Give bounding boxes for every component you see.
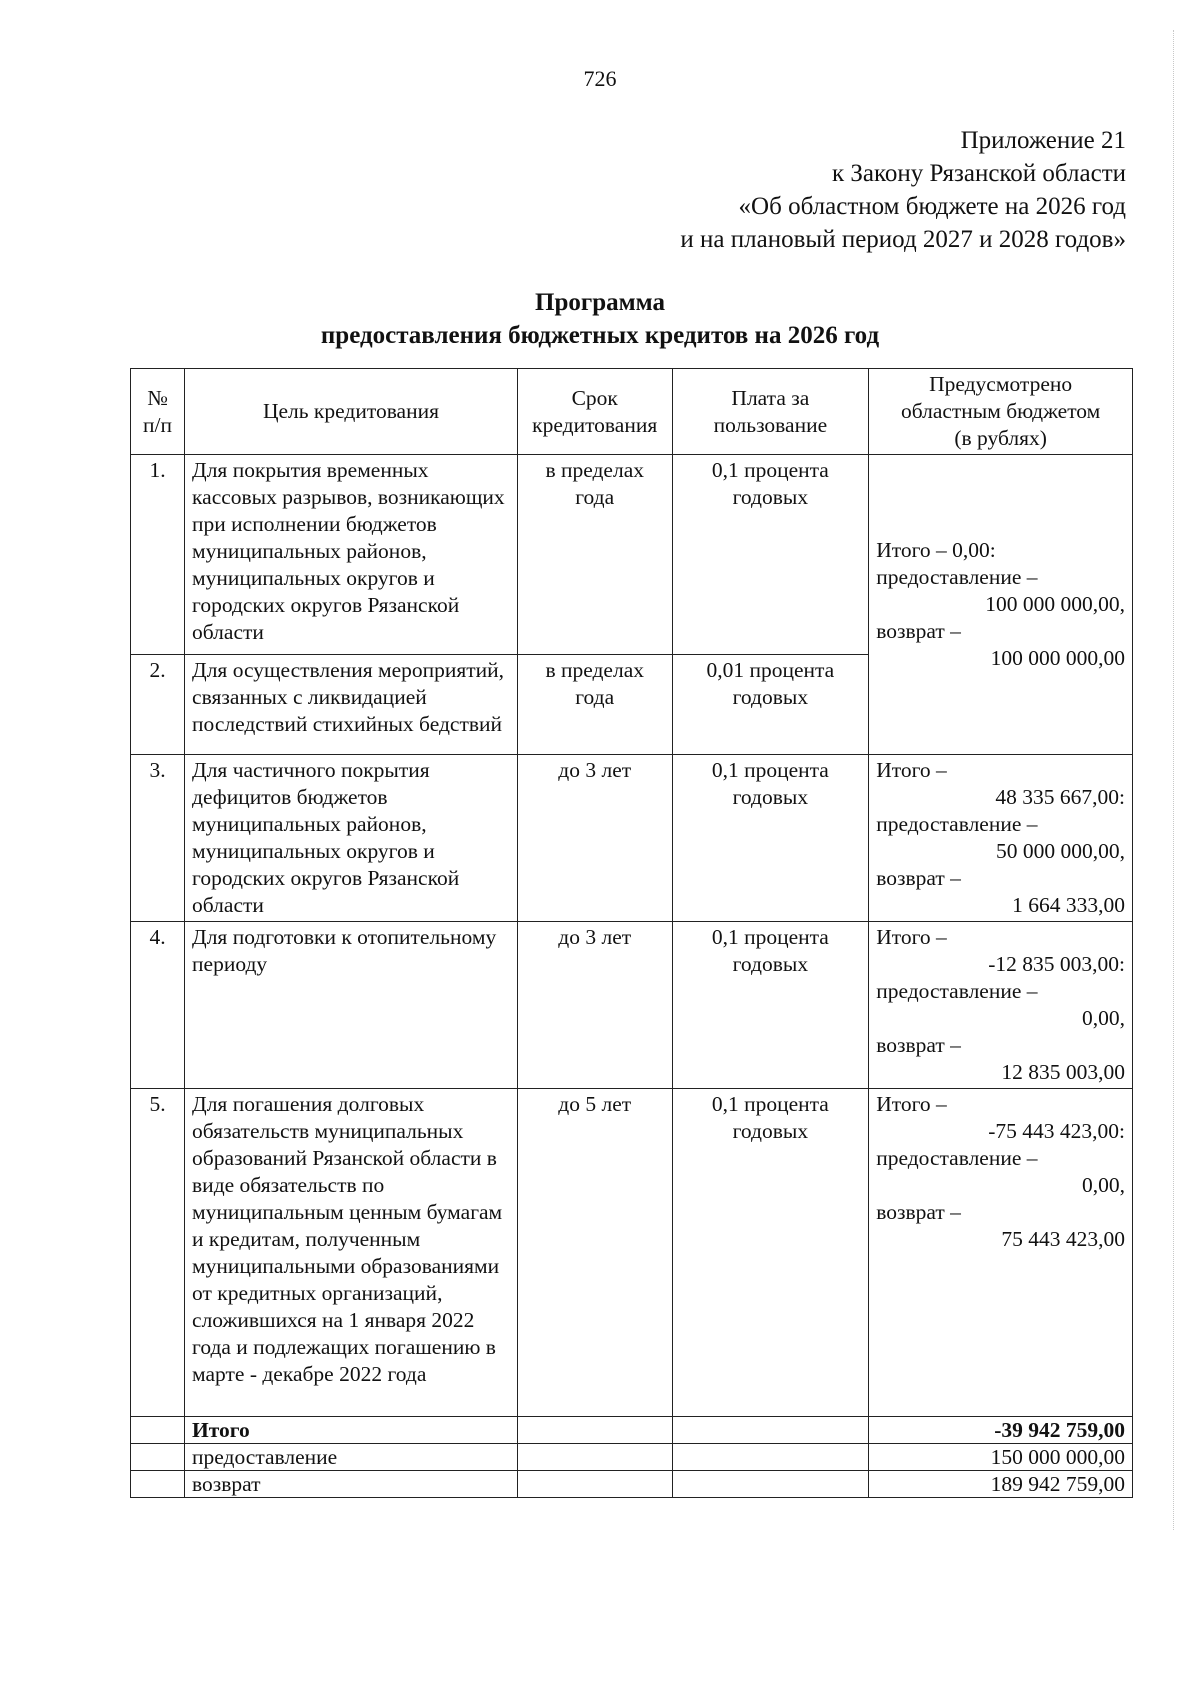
row-4-itogo-label: Итого – bbox=[876, 925, 947, 949]
row-1-num: 1. bbox=[131, 455, 185, 655]
rows-1-2-provision-value: 100 000 000,00, bbox=[985, 592, 1125, 616]
row-1-fee: 0,1 процента годовых bbox=[672, 455, 869, 655]
table-row bbox=[131, 922, 1133, 1089]
document-title bbox=[0, 286, 1200, 352]
appendix-line-3: «Об областном бюджете на 2026 год bbox=[738, 193, 1126, 220]
total-value: -39 942 759,00 bbox=[869, 1417, 1133, 1444]
header-term: Срок кредитования bbox=[517, 369, 672, 455]
total-provision-label: предоставление bbox=[185, 1444, 518, 1471]
row-4-provision-label: предоставление – bbox=[876, 979, 1038, 1003]
row-5-provision-value: 0,00, bbox=[1082, 1173, 1125, 1197]
row-4-itogo-value: -12 835 003,00: bbox=[988, 952, 1125, 976]
row-3-return-value: 1 664 333,00 bbox=[1012, 893, 1125, 917]
title-line-2: предоставления бюджетных кредитов на 2026 год bbox=[320, 322, 880, 349]
appendix-line-4: и на плановый период 2027 и 2028 годов» bbox=[680, 226, 1126, 253]
row-3-budget bbox=[869, 755, 1133, 922]
row-5-fee: 0,1 процента годовых bbox=[672, 1089, 869, 1417]
rows-1-2-provision-label: предоставление – bbox=[876, 565, 1038, 589]
row-5-itogo-label: Итого – bbox=[876, 1092, 947, 1116]
header-budget: Предусмотрено областным бюджетом (в рублях) bbox=[869, 369, 1133, 455]
header-purpose: Цель кредитования bbox=[185, 369, 518, 455]
total-return-label: возврат bbox=[185, 1471, 518, 1498]
row-2-purpose: Для осуществления мероприятий, связанных с ликвидацией последствий стихийных бедствий bbox=[185, 655, 518, 755]
row-4-return-value: 12 835 003,00 bbox=[1001, 1060, 1125, 1084]
row-5-purpose: Для погашения долговых обязательств муниципальных образований Рязанской области в виде обязательств по муниципальным ценным бумагам и кредитам, полученным муниципальными образованиями от кредитных организаций, сложившихся на 1 января 2022 года и подлежащих погашению в марте - декабре 2022 года bbox=[185, 1089, 518, 1417]
row-2-term: в пределах года bbox=[517, 655, 672, 755]
row-3-itogo-label: Итого – bbox=[876, 758, 947, 782]
row-5-return-label: возврат – bbox=[876, 1200, 961, 1224]
row-4-fee: 0,1 процента годовых bbox=[672, 922, 869, 1089]
row-4-return-label: возврат – bbox=[876, 1033, 961, 1057]
scan-edge-marks bbox=[1173, 30, 1192, 1530]
total-row bbox=[131, 1417, 1133, 1444]
appendix-line-1: Приложение 21 bbox=[960, 127, 1126, 154]
row-5-term: до 5 лет bbox=[517, 1089, 672, 1417]
table-row bbox=[131, 755, 1133, 922]
row-4-provision-value: 0,00, bbox=[1082, 1006, 1125, 1030]
row-5-itogo-value: -75 443 423,00: bbox=[988, 1119, 1125, 1143]
row-1-purpose: Для покрытия временных кассовых разрывов, возникающих при исполнении бюджетов муниципальных районов, муниципальных округов и городских округов Рязанской области bbox=[185, 455, 518, 655]
rows-1-2-return-value: 100 000 000,00 bbox=[990, 646, 1125, 670]
row-4-purpose: Для подготовки к отопительному периоду bbox=[185, 922, 518, 1089]
row-5-return-value: 75 443 423,00 bbox=[1001, 1227, 1125, 1251]
row-3-return-label: возврат – bbox=[876, 866, 961, 890]
row-3-provision-label: предоставление – bbox=[876, 812, 1038, 836]
total-return-row bbox=[131, 1471, 1133, 1498]
page-number: 726 bbox=[583, 66, 617, 91]
total-provision-row bbox=[131, 1444, 1133, 1471]
row-2-num: 2. bbox=[131, 655, 185, 755]
row-3-term: до 3 лет bbox=[517, 755, 672, 922]
header-num: № п/п bbox=[131, 369, 185, 455]
credit-program-table bbox=[130, 368, 1133, 1498]
row-1-term: в пределах года bbox=[517, 455, 672, 655]
total-provision-value: 150 000 000,00 bbox=[869, 1444, 1133, 1471]
row-4-budget bbox=[869, 922, 1133, 1089]
appendix-line-2: к Закону Рязанской области bbox=[832, 160, 1126, 187]
row-3-fee: 0,1 процента годовых bbox=[672, 755, 869, 922]
row-3-purpose: Для частичного покрытия дефицитов бюджетов муниципальных районов, муниципальных округов и городских округов Рязанской области bbox=[185, 755, 518, 922]
row-2-fee: 0,01 процента годовых bbox=[672, 655, 869, 755]
row-5-budget bbox=[869, 1089, 1133, 1417]
rows-1-2-return-label: возврат – bbox=[876, 619, 961, 643]
appendix-heading bbox=[680, 124, 1126, 256]
row-5-provision-label: предоставление – bbox=[876, 1146, 1038, 1170]
row-3-provision-value: 50 000 000,00, bbox=[996, 839, 1125, 863]
header-fee: Плата за пользование bbox=[672, 369, 869, 455]
row-4-num: 4. bbox=[131, 922, 185, 1089]
row-3-itogo-value: 48 335 667,00: bbox=[995, 785, 1125, 809]
rows-1-2-budget bbox=[869, 455, 1133, 755]
total-label: Итого bbox=[185, 1417, 518, 1444]
title-line-1: Программа bbox=[535, 289, 665, 316]
rows-1-2-itogo: Итого – 0,00: bbox=[876, 538, 996, 562]
table-row bbox=[131, 455, 1133, 655]
row-4-term: до 3 лет bbox=[517, 922, 672, 1089]
table-header-row bbox=[131, 369, 1133, 455]
table-row bbox=[131, 1089, 1133, 1417]
total-return-value: 189 942 759,00 bbox=[869, 1471, 1133, 1498]
row-5-num: 5. bbox=[131, 1089, 185, 1417]
row-3-num: 3. bbox=[131, 755, 185, 922]
